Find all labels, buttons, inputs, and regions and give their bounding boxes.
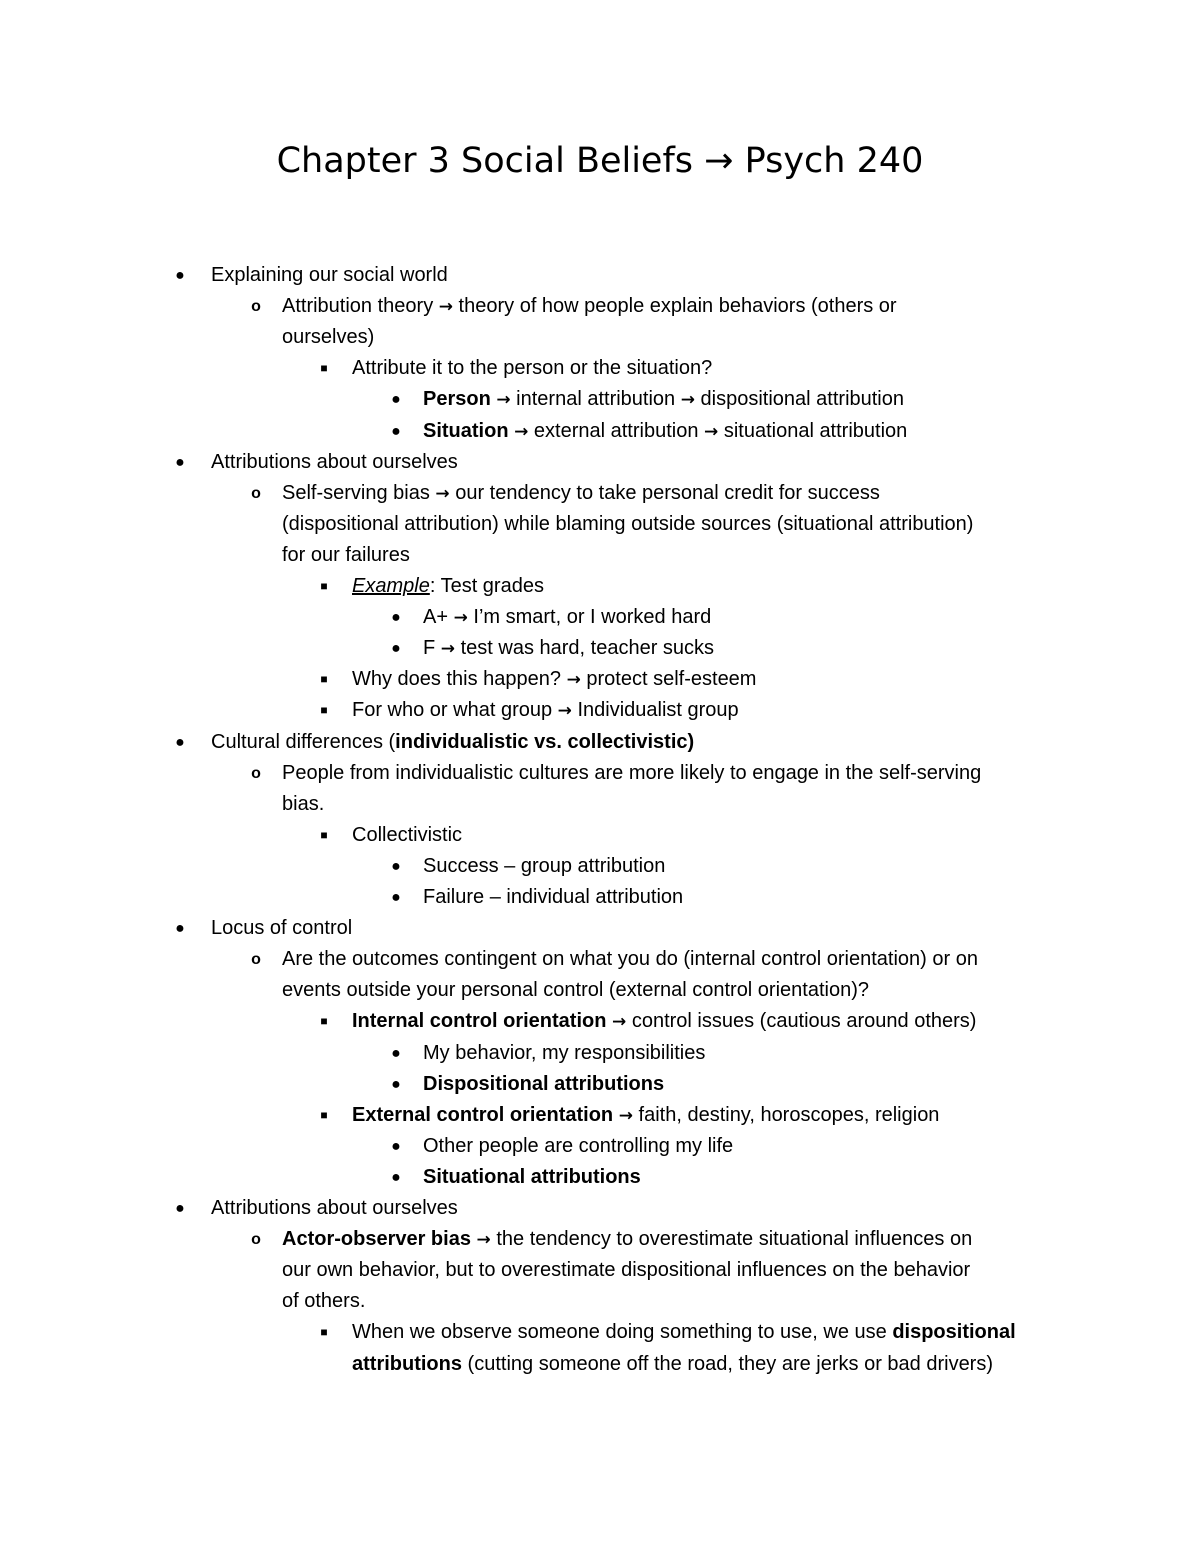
arrow-icon: → (435, 483, 450, 504)
bullet-icon: ● (391, 640, 401, 658)
arrow-icon: → (618, 1105, 633, 1126)
outline-line (0, 1349, 1200, 1380)
bold-text: attributions (352, 1352, 462, 1375)
text-run: protect self-esteem (580, 668, 757, 691)
outline-line (0, 1100, 1200, 1131)
arrow-icon: → (476, 1230, 491, 1251)
page-title: Chapter 3 Social Beliefs → Psych 240 (276, 141, 924, 181)
bold-text: External control orientation (352, 1103, 614, 1126)
text-run: My behavior, my responsibilities (423, 1041, 706, 1064)
outline-text (352, 1317, 1016, 1348)
text-run: faith, destiny, horoscopes, religion (632, 1103, 940, 1126)
arrow-icon: → (438, 297, 453, 318)
text-run: Collectivistic (352, 823, 463, 846)
outline-line (0, 322, 1200, 353)
outline-text (282, 322, 374, 353)
text-run: internal attribution (510, 388, 681, 411)
text-run: Are the outcomes contingent on what you do (internal control orientation) or on (282, 948, 978, 971)
outline-text (423, 1162, 641, 1193)
text-run: When we observe someone doing something to use, we use (352, 1321, 893, 1344)
text-run: (dispositional attribution) while blaming outside sources (situational attribution) (282, 512, 974, 535)
outline-line (0, 571, 1200, 602)
text-run: (cutting someone off the road, they are jerks or bad drivers) (462, 1352, 994, 1375)
outline-text (352, 1006, 976, 1038)
text-run: Why does this happen? (352, 668, 567, 691)
text-run: bias. (282, 792, 325, 815)
outline-text (423, 1131, 733, 1162)
text-run: F (423, 637, 441, 660)
outline-line (0, 1131, 1200, 1162)
outline-text (352, 664, 756, 696)
outline-text (423, 1038, 705, 1069)
text-run: theory of how people explain behaviors (others or (453, 295, 897, 318)
bullet-icon: o (251, 951, 261, 969)
text-run: Self-serving bias (282, 481, 436, 504)
outline-line (0, 447, 1200, 478)
outline-line (0, 540, 1200, 571)
bullet-icon: ● (391, 609, 401, 627)
outline-text (211, 260, 448, 291)
outline-line (0, 789, 1200, 820)
arrow-icon: → (514, 421, 529, 442)
text-run: Attribution theory (282, 295, 439, 318)
bullet-icon: ● (391, 1044, 401, 1062)
text-run: Failure – individual attribution (423, 886, 684, 908)
text-run: control issues (cautious around others) (626, 1010, 977, 1033)
arrow-icon: → (704, 421, 719, 442)
text-run: external attribution (528, 419, 705, 442)
bullet-icon: ■ (320, 672, 328, 687)
bullet-icon: ● (391, 1075, 401, 1093)
outline-line (0, 944, 1200, 975)
bullet-icon: ■ (320, 1325, 328, 1340)
text-run: situational attribution (718, 419, 908, 442)
text-run: of others. (282, 1290, 366, 1313)
outline-text (282, 789, 324, 820)
outline-line (0, 727, 1200, 758)
emphasis-text: Example (352, 575, 430, 597)
bullet-icon: o (251, 484, 261, 502)
bullet-icon: ■ (320, 1107, 328, 1122)
arrow-icon: → (612, 1012, 627, 1033)
text-run: events outside your personal control (external control orientation)? (282, 979, 869, 1002)
bullet-icon: o (251, 764, 261, 782)
bold-text: Situational attributions (423, 1165, 641, 1188)
bold-text: dispositional (892, 1321, 1016, 1344)
outline-line (0, 509, 1200, 540)
outline-text (211, 447, 458, 478)
outline-text (352, 1100, 939, 1132)
bullet-icon: ● (391, 1168, 401, 1186)
outline-text (282, 1255, 970, 1286)
text-run: our own behavior, but to overestimate dispositional influences on the behavior (282, 1259, 971, 1282)
text-run: Attribute it to the person or the situation? (352, 357, 713, 380)
outline-line (0, 260, 1200, 291)
text-run: : Test grades (429, 575, 544, 597)
arrow-icon: → (680, 390, 695, 411)
outline-line (0, 820, 1200, 851)
outline-line (0, 1317, 1200, 1348)
bullet-icon: ● (391, 1137, 401, 1155)
bold-text: Person (423, 388, 491, 411)
text-run: Explaining our social world (211, 264, 448, 286)
bold-text: Situation (423, 419, 509, 442)
outline-text (282, 1286, 365, 1317)
bullet-icon: ● (175, 733, 185, 751)
outline-line (0, 633, 1200, 664)
outline-text (423, 633, 714, 665)
outline-text (352, 695, 739, 727)
text-run: A+ (423, 606, 454, 629)
outline-text (282, 975, 869, 1006)
outline-line (0, 1286, 1200, 1317)
bullet-icon: ● (391, 889, 401, 906)
outline-line (0, 664, 1200, 695)
outline-line (0, 1224, 1200, 1255)
bullet-icon: ■ (320, 361, 328, 376)
outline-text (282, 509, 973, 540)
outline-line (0, 478, 1200, 509)
outline-line (0, 1069, 1200, 1100)
text-run: our tendency to take personal credit for success (449, 481, 880, 504)
outline-text (423, 416, 907, 448)
arrow-icon: → (496, 390, 511, 411)
outline-line (0, 975, 1200, 1006)
outline-text (352, 353, 712, 384)
arrow-icon: → (440, 639, 456, 660)
outline-text (423, 882, 683, 913)
bullet-icon: ● (391, 422, 401, 440)
outline-text (423, 1069, 664, 1100)
text-run: dispositional attribution (694, 388, 904, 411)
text-run: Cultural differences ( (211, 730, 396, 753)
outline-line (0, 913, 1200, 944)
text-run: Locus of control (211, 917, 353, 940)
bullet-icon: ● (175, 267, 185, 284)
outline-text (211, 913, 352, 944)
bullet-icon: ■ (320, 703, 328, 718)
text-run: People from individualistic cultures are more likely to engage in the self-serving (282, 761, 982, 784)
outline-text (282, 540, 410, 571)
bold-text: Internal control orientation (352, 1010, 607, 1033)
bullet-icon: ■ (320, 579, 328, 593)
outline-line (0, 384, 1200, 415)
bullet-icon: ■ (320, 1014, 328, 1029)
outline-line (0, 882, 1200, 913)
outline-text (211, 727, 694, 758)
outline-line (0, 758, 1200, 789)
bullet-icon: ■ (320, 827, 328, 842)
bold-text: Dispositional attributions (423, 1072, 665, 1095)
outline-text (282, 291, 897, 323)
outline-line (0, 695, 1200, 726)
outline-text (352, 1349, 993, 1380)
arrow-icon: → (566, 670, 581, 691)
outline-text (282, 944, 978, 975)
text-run: Success – group attribution (423, 854, 666, 877)
bullet-icon: ● (391, 391, 401, 409)
text-run: Attributions about ourselves (211, 1197, 458, 1219)
outline-line (0, 1193, 1200, 1224)
outline-line (0, 1006, 1200, 1037)
text-run: For who or what group (352, 699, 558, 722)
outline-text (423, 851, 665, 882)
outline-line (0, 1255, 1200, 1286)
text-run: test was hard, teacher sucks (455, 637, 715, 660)
bold-text: individualistic vs. collectivistic) (395, 730, 695, 753)
outline-line (0, 1038, 1200, 1069)
outline-text (352, 820, 462, 851)
outline-text (282, 1224, 972, 1256)
outline-line (0, 353, 1200, 384)
outline-text (211, 1193, 458, 1224)
bullet-icon: ● (175, 453, 185, 471)
arrow-icon: → (557, 701, 572, 722)
bullet-icon: ● (175, 920, 185, 938)
text-run: for our failures (282, 543, 410, 566)
outline-text (282, 758, 981, 789)
text-run: Other people are controlling my life (423, 1134, 734, 1157)
outline-line (0, 602, 1200, 633)
outline-line (0, 416, 1200, 447)
outline-line (0, 1162, 1200, 1193)
bullet-icon: o (251, 1231, 261, 1249)
arrow-icon: → (453, 608, 468, 629)
outline-text (423, 384, 904, 416)
text-run: Attributions about ourselves (211, 450, 458, 473)
outline-text (423, 602, 711, 634)
bold-text: Actor-observer bias (282, 1228, 471, 1251)
outline-line (0, 851, 1200, 882)
bullet-icon: o (251, 298, 261, 316)
outline-text (282, 478, 880, 510)
bullet-icon: ● (175, 1200, 185, 1217)
outline-line (0, 291, 1200, 322)
bullet-icon: ● (391, 857, 401, 875)
text-run: Individualist group (571, 699, 739, 722)
text-run: ourselves) (282, 326, 375, 349)
text-run: the tendency to overestimate situational influences on (490, 1228, 973, 1251)
outline-text (352, 571, 544, 602)
text-run: I’m smart, or I worked hard (467, 606, 712, 629)
